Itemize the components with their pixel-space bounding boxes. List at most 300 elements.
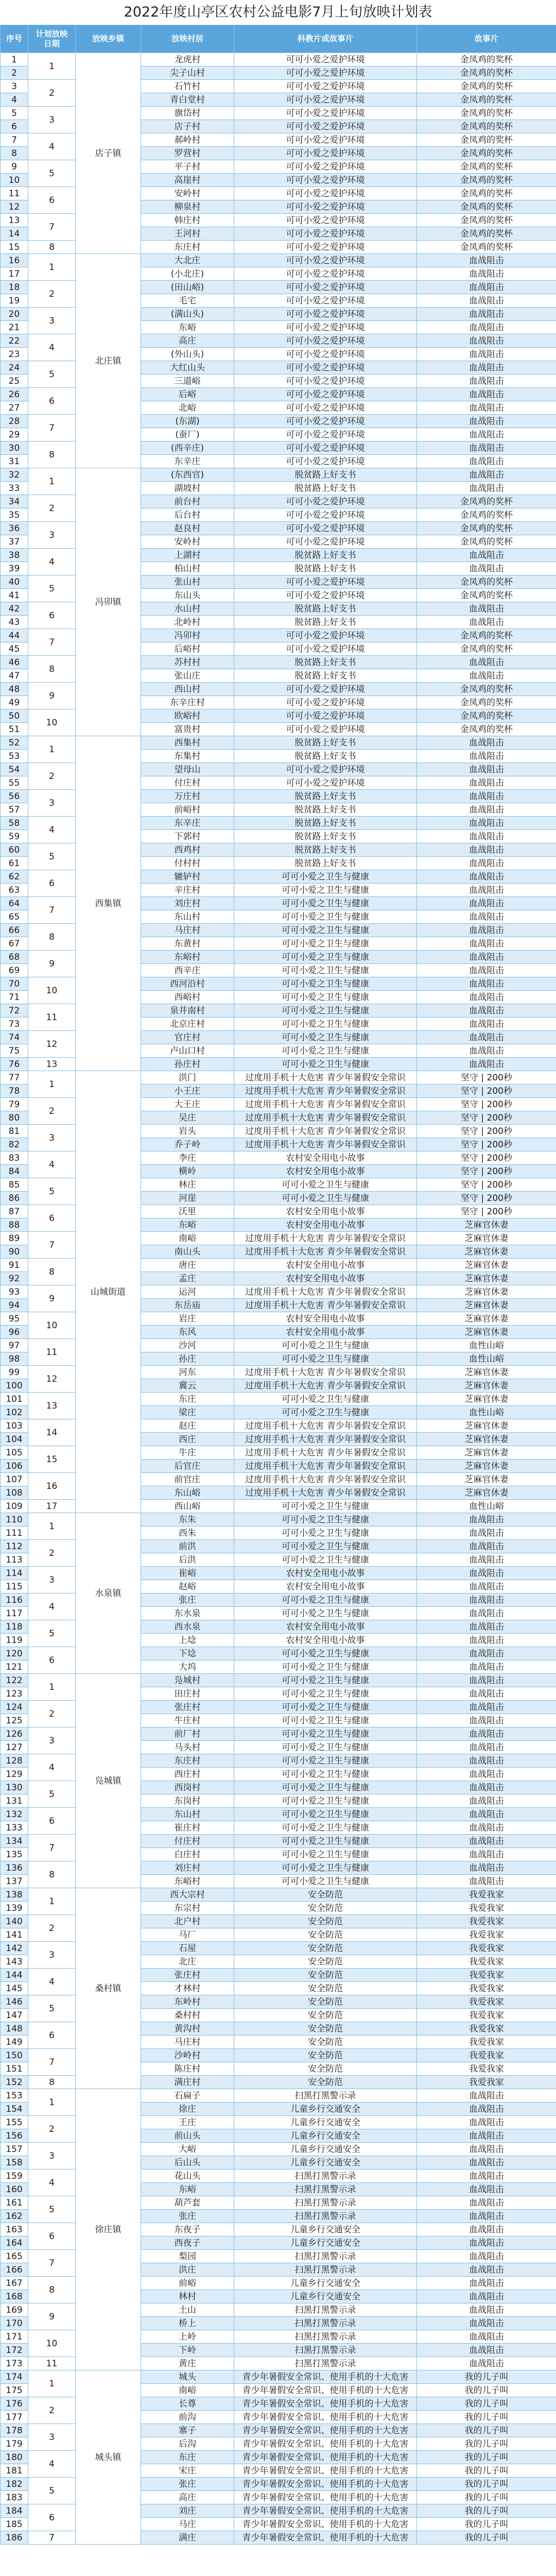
- science-film: 可可小爱之爱护环境: [234, 254, 417, 267]
- feature-film: 血战阻击: [417, 1768, 556, 1781]
- science-film: 扫黑打黑警示录: [234, 2263, 417, 2277]
- feature-film: 血战阻击: [417, 1647, 556, 1660]
- schedule-day: 8: [28, 2076, 76, 2089]
- feature-film: 血战阻击: [417, 2196, 556, 2210]
- science-film: 青少年暑假安全常识、使用手机的十大危害: [234, 2424, 417, 2437]
- feature-film: 我的儿子叫: [417, 2518, 556, 2531]
- feature-film: 金凤鸡的奖杯: [417, 495, 556, 509]
- science-film: 可可小爱之卫生与健康: [234, 1714, 417, 1727]
- schedule-day: 3: [28, 1942, 76, 1969]
- schedule-day: 12: [28, 1366, 76, 1393]
- row-serial: 129: [1, 1768, 28, 1781]
- feature-film: 血战阻击: [417, 991, 556, 1004]
- village-name: 东庄村: [141, 241, 234, 254]
- village-name: 万庄村: [141, 790, 234, 803]
- science-film: 青少年暑假安全常识、使用手机的十大危害: [234, 2518, 417, 2531]
- schedule-day: 5: [28, 1620, 76, 1647]
- row-serial: 104: [1, 1433, 28, 1446]
- feature-film: 血战阻击: [417, 2330, 556, 2344]
- science-film: 可可小爱之卫生与健康: [234, 991, 417, 1004]
- row-serial: 174: [1, 2370, 28, 2384]
- feature-film: 血战阻击: [417, 1058, 556, 1071]
- row-serial: 127: [1, 1741, 28, 1754]
- feature-film: 坚守 | 200秒: [417, 1071, 556, 1084]
- village-name: 辛庄村: [141, 884, 234, 897]
- row-serial: 44: [1, 629, 28, 642]
- schedule-day: 12: [28, 1031, 76, 1058]
- town-name: 徐庄镇: [76, 2089, 141, 2370]
- village-name: 桥上: [141, 2317, 234, 2330]
- feature-film: 血战阻击: [417, 750, 556, 763]
- schedule-day: 7: [28, 1232, 76, 1259]
- row-serial: 32: [1, 468, 28, 482]
- row-serial: 87: [1, 1205, 28, 1218]
- row-serial: 150: [1, 2049, 28, 2062]
- science-film: 农村安全用电小故事: [234, 1151, 417, 1165]
- row-serial: 162: [1, 2210, 28, 2223]
- schedule-day: 6: [28, 388, 76, 415]
- feature-film: 血战阻击: [417, 375, 556, 388]
- schedule-day: 10: [28, 1312, 76, 1339]
- row-serial: 80: [1, 1111, 28, 1125]
- village-name: 沙河: [141, 1339, 234, 1352]
- schedule-day: 5: [28, 2478, 76, 2504]
- feature-film: 金凤鸡的奖杯: [417, 709, 556, 723]
- schedule-day: 4: [28, 817, 76, 843]
- table-row: [1, 1071, 556, 1084]
- science-film: 可可小爱之卫生与健康: [234, 884, 417, 897]
- science-film: 可可小爱之爱护环境: [234, 642, 417, 656]
- village-name: 安岭村: [141, 187, 234, 200]
- row-serial: 144: [1, 1969, 28, 1982]
- village-name: (满山头): [141, 308, 234, 321]
- row-serial: 173: [1, 2357, 28, 2370]
- feature-film: 血战阻击: [417, 562, 556, 575]
- row-serial: 15: [1, 241, 28, 254]
- feature-film: 血战阻击: [417, 2250, 556, 2263]
- village-name: 大红山头: [141, 361, 234, 375]
- village-name: 三道峪: [141, 375, 234, 388]
- village-name: 东风: [141, 1326, 234, 1339]
- science-film: 青少年暑假安全常识、使用手机的十大危害: [234, 2504, 417, 2518]
- village-name: 马头村: [141, 1741, 234, 1754]
- village-name: 石屋: [141, 1942, 234, 1955]
- row-serial: 46: [1, 656, 28, 669]
- schedule-day: 1: [28, 2089, 76, 2116]
- science-film: 可可小爱之爱护环境: [234, 589, 417, 602]
- science-film: 扫黑打黑警示录: [234, 2250, 417, 2263]
- science-film: 可可小爱之卫生与健康: [234, 1687, 417, 1701]
- feature-film: 金凤鸡的奖杯: [417, 214, 556, 227]
- village-name: 沃里: [141, 1205, 234, 1218]
- schedule-day: 5: [28, 2196, 76, 2223]
- village-name: 李庄: [141, 1151, 234, 1165]
- row-serial: 158: [1, 2156, 28, 2170]
- town-name: 西集镇: [76, 736, 141, 1071]
- science-film: 青少年暑假安全常识、使用手机的十大危害: [234, 2451, 417, 2464]
- row-serial: 71: [1, 991, 28, 1004]
- row-serial: 88: [1, 1218, 28, 1232]
- feature-film: 血战阻击: [417, 656, 556, 669]
- science-film: 可可小爱之卫生与健康: [234, 1768, 417, 1781]
- row-serial: 82: [1, 1138, 28, 1151]
- feature-film: 我爱我家: [417, 2009, 556, 2022]
- row-serial: 89: [1, 1232, 28, 1245]
- feature-film: 金凤鸡的奖杯: [417, 187, 556, 200]
- schedule-day: 13: [28, 1058, 76, 1071]
- row-serial: 102: [1, 1406, 28, 1419]
- row-serial: 45: [1, 642, 28, 656]
- row-serial: 85: [1, 1178, 28, 1192]
- feature-film: 血战阻击: [417, 790, 556, 803]
- feature-film: 血战阻击: [417, 2170, 556, 2183]
- village-name: 后峪: [141, 388, 234, 401]
- row-serial: 26: [1, 388, 28, 401]
- village-name: 上湖村: [141, 549, 234, 562]
- feature-film: 金凤鸡的奖杯: [417, 80, 556, 93]
- village-name: 吴庄: [141, 1111, 234, 1125]
- feature-film: 血战阻击: [417, 857, 556, 870]
- row-serial: 67: [1, 937, 28, 951]
- science-film: 青少年暑假安全常识、使用手机的十大危害: [234, 2384, 417, 2397]
- science-film: 安全防范: [234, 2049, 417, 2062]
- science-film: 过度用手机十大危害 青少年暑假安全常识: [234, 1285, 417, 1299]
- row-serial: 23: [1, 348, 28, 361]
- schedule-day: 6: [28, 1808, 76, 1835]
- schedule-day: 9: [28, 951, 76, 977]
- science-film: 脱贫路上好支书: [234, 562, 417, 575]
- feature-film: 金凤鸡的奖杯: [417, 66, 556, 80]
- village-name: 牛庄村: [141, 1714, 234, 1727]
- feature-film: 坚守 | 200秒: [417, 1178, 556, 1192]
- science-film: 可可小爱之爱护环境: [234, 241, 417, 254]
- row-serial: 154: [1, 2103, 28, 2116]
- village-name: 城头: [141, 2370, 234, 2384]
- village-name: 东黄村: [141, 937, 234, 951]
- feature-film: 血战阻击: [417, 884, 556, 897]
- feature-film: 芝麻官休妻: [417, 1272, 556, 1285]
- science-film: 扫黑打黑警示录: [234, 2089, 417, 2103]
- feature-film: 金凤鸡的奖杯: [417, 629, 556, 642]
- row-serial: 52: [1, 736, 28, 750]
- village-name: 梁庄: [141, 1406, 234, 1419]
- row-serial: 2: [1, 66, 28, 80]
- science-film: 可可小爱之爱护环境: [234, 361, 417, 375]
- village-name: 陈庄村: [141, 2062, 234, 2076]
- science-film: 可可小爱之爱护环境: [234, 683, 417, 696]
- row-serial: 43: [1, 616, 28, 629]
- science-film: 青少年暑假安全常识、使用手机的十大危害: [234, 2370, 417, 2384]
- row-serial: 171: [1, 2330, 28, 2344]
- village-name: 下岭: [141, 2344, 234, 2357]
- feature-film: 我爱我家: [417, 2049, 556, 2062]
- science-film: 安全防范: [234, 1955, 417, 1969]
- feature-film: 我爱我家: [417, 2062, 556, 2076]
- science-film: 可可小爱之卫生与健康: [234, 1794, 417, 1808]
- schedule-day: 2: [28, 763, 76, 790]
- feature-film: 芝麻官休妻: [417, 1486, 556, 1500]
- village-name: 付庄村: [141, 1835, 234, 1848]
- schedule-day: 3: [28, 308, 76, 334]
- feature-film: 血战阻击: [417, 1031, 556, 1044]
- science-film: 可可小爱之爱护环境: [234, 495, 417, 509]
- science-film: 过度用手机十大危害 青少年暑假安全常识: [234, 1486, 417, 1500]
- row-serial: 62: [1, 870, 28, 884]
- science-film: 过度用手机十大危害 青少年暑假安全常识: [234, 1366, 417, 1379]
- feature-film: 血战阻击: [417, 2210, 556, 2223]
- science-film: 可可小爱之卫生与健康: [234, 1875, 417, 1888]
- science-film: 过度用手机十大危害 青少年暑假安全常识: [234, 1299, 417, 1312]
- village-name: 东峪: [141, 2183, 234, 2196]
- science-film: 可可小爱之卫生与健康: [234, 1339, 417, 1352]
- feature-film: 芝麻官休妻: [417, 1245, 556, 1259]
- header-date: 计划放映 日期: [28, 25, 76, 53]
- schedule-day: 16: [28, 1473, 76, 1500]
- science-film: 儿童乡行交通安全: [234, 2223, 417, 2236]
- row-serial: 139: [1, 1902, 28, 1915]
- feature-film: 血战阻击: [417, 549, 556, 562]
- row-serial: 111: [1, 1527, 28, 1540]
- feature-film: 我爱我家: [417, 1942, 556, 1955]
- science-film: 可可小爱之爱护环境: [234, 763, 417, 776]
- feature-film: 芝麻官休妻: [417, 1299, 556, 1312]
- village-name: 东山峪: [141, 1486, 234, 1500]
- feature-film: 血战阻击: [417, 1821, 556, 1835]
- feature-film: 坚守 | 200秒: [417, 1138, 556, 1151]
- row-serial: 36: [1, 522, 28, 535]
- header-feature-film: 故事片: [417, 25, 556, 53]
- village-name: 湖坡村: [141, 482, 234, 495]
- schedule-day: 3: [28, 107, 76, 133]
- science-film: 过度用手机十大危害 青少年暑假安全常识: [234, 1446, 417, 1460]
- feature-film: 坚守 | 200秒: [417, 1165, 556, 1178]
- schedule-day: 2: [28, 495, 76, 522]
- science-film: 扫黑打黑警示录: [234, 2196, 417, 2210]
- village-name: 后沟: [141, 2437, 234, 2451]
- science-film: 扫黑打黑警示录: [234, 2317, 417, 2330]
- feature-film: 坚守 | 200秒: [417, 1111, 556, 1125]
- science-film: 脱贫路上好支书: [234, 602, 417, 616]
- feature-film: 血战阻击: [417, 803, 556, 817]
- science-film: 扫黑打黑警示录: [234, 2344, 417, 2357]
- village-name: 上岭: [141, 2330, 234, 2344]
- village-name: 刘庄: [141, 2504, 234, 2518]
- science-film: 可可小爱之卫生与健康: [234, 1018, 417, 1031]
- row-serial: 28: [1, 415, 28, 428]
- row-serial: 146: [1, 1995, 28, 2009]
- feature-film: 血战阻击: [417, 401, 556, 415]
- feature-film: 血性山峪: [417, 1406, 556, 1419]
- row-serial: 35: [1, 509, 28, 522]
- science-film: 可可小爱之爱护环境: [234, 696, 417, 709]
- science-film: 可可小爱之卫生与健康: [234, 1701, 417, 1714]
- feature-film: 金凤鸡的奖杯: [417, 93, 556, 107]
- schedule-day: 8: [28, 241, 76, 254]
- science-film: 安全防范: [234, 1888, 417, 1902]
- science-film: 可可小爱之爱护环境: [234, 535, 417, 549]
- feature-film: 血战阻击: [417, 1674, 556, 1687]
- village-name: 孙庄: [141, 1352, 234, 1366]
- feature-film: 血战阻击: [417, 2129, 556, 2143]
- feature-film: 血战阻击: [417, 308, 556, 321]
- feature-film: 血战阻击: [417, 951, 556, 964]
- feature-film: 血战阻击: [417, 254, 556, 267]
- science-film: 农村安全用电小故事: [234, 1205, 417, 1218]
- village-name: 东辛庄村: [141, 696, 234, 709]
- science-film: 可可小爱之爱护环境: [234, 709, 417, 723]
- table-row: [1, 736, 556, 750]
- row-serial: 41: [1, 589, 28, 602]
- feature-film: 我的儿子叫: [417, 2370, 556, 2384]
- village-name: 王河村: [141, 227, 234, 241]
- science-film: 青少年暑假安全常识、使用手机的十大危害: [234, 2478, 417, 2491]
- schedule-day: 5: [28, 1781, 76, 1808]
- science-film: 可可小爱之卫生与健康: [234, 977, 417, 991]
- schedule-day: 8: [28, 924, 76, 951]
- feature-film: 金凤鸡的奖杯: [417, 227, 556, 241]
- schedule-day: 5: [28, 575, 76, 602]
- science-film: 可可小爱之卫生与健康: [234, 1727, 417, 1741]
- feature-film: 我的儿子叫: [417, 2504, 556, 2518]
- village-name: 满庄: [141, 2531, 234, 2545]
- schedule-day: 9: [28, 1285, 76, 1312]
- science-film: 可可小爱之卫生与健康: [234, 1393, 417, 1406]
- village-name: 北京庄村: [141, 1018, 234, 1031]
- schedule-day: 8: [28, 2277, 76, 2303]
- science-film: 可可小爱之卫生与健康: [234, 964, 417, 977]
- science-film: 可可小爱之爱护环境: [234, 147, 417, 160]
- village-name: 后官庄: [141, 1460, 234, 1473]
- schedule-day: 2: [28, 1701, 76, 1727]
- science-film: 脱贫路上好支书: [234, 750, 417, 763]
- schedule-day: 17: [28, 1500, 76, 1513]
- row-serial: 55: [1, 776, 28, 790]
- schedule-day: 10: [28, 977, 76, 1004]
- science-film: 农村安全用电小故事: [234, 1259, 417, 1272]
- row-serial: 100: [1, 1379, 28, 1393]
- row-serial: 30: [1, 442, 28, 455]
- feature-film: 金凤鸡的奖杯: [417, 535, 556, 549]
- science-film: 可可小爱之爱护环境: [234, 107, 417, 120]
- village-name: 前沟: [141, 2411, 234, 2424]
- science-film: 可可小爱之爱护环境: [234, 214, 417, 227]
- feature-film: 血战阻击: [417, 1714, 556, 1727]
- row-serial: 20: [1, 308, 28, 321]
- feature-film: 芝麻官休妻: [417, 1218, 556, 1232]
- row-serial: 53: [1, 750, 28, 763]
- science-film: 可可小爱之卫生与健康: [234, 1406, 417, 1419]
- village-name: 毛宅: [141, 294, 234, 308]
- science-film: 安全防范: [234, 1915, 417, 1928]
- science-film: 可可小爱之卫生与健康: [234, 937, 417, 951]
- science-film: 青少年暑假安全常识、使用手机的十大危害: [234, 2437, 417, 2451]
- village-name: 高崖村: [141, 174, 234, 187]
- schedule-day: 1: [28, 736, 76, 763]
- row-serial: 81: [1, 1125, 28, 1138]
- village-name: 赵良村: [141, 522, 234, 535]
- village-name: 北峪: [141, 401, 234, 415]
- science-film: 可可小爱之卫生与健康: [234, 1031, 417, 1044]
- science-film: 可可小爱之爱护环境: [234, 308, 417, 321]
- village-name: 北户村: [141, 1915, 234, 1928]
- village-name: 张山村: [141, 575, 234, 589]
- village-name: 后洪: [141, 1553, 234, 1567]
- science-film: 可可小爱之爱护环境: [234, 401, 417, 415]
- row-serial: 7: [1, 133, 28, 147]
- row-serial: 4: [1, 93, 28, 107]
- row-serial: 125: [1, 1714, 28, 1727]
- feature-film: 我爱我家: [417, 1888, 556, 1902]
- science-film: 可可小爱之卫生与健康: [234, 1781, 417, 1794]
- science-film: 儿童乡行交通安全: [234, 2116, 417, 2129]
- schedule-day: 11: [28, 1004, 76, 1031]
- schedule-day: 2: [28, 80, 76, 107]
- town-name: 城头镇: [76, 2370, 141, 2545]
- science-film: 可可小爱之卫生与健康: [234, 910, 417, 924]
- science-film: 扫黑打黑警示录: [234, 2183, 417, 2196]
- village-name: 张庄村: [141, 1969, 234, 1982]
- science-film: 可可小爱之卫生与健康: [234, 1352, 417, 1366]
- science-film: 可可小爱之爱护环境: [234, 334, 417, 348]
- science-film: 可可小爱之爱护环境: [234, 776, 417, 790]
- row-serial: 161: [1, 2196, 28, 2210]
- feature-film: 血战阻击: [417, 2156, 556, 2170]
- table-row: [1, 1888, 556, 1902]
- schedule-day: 2: [28, 2116, 76, 2143]
- schedule-day: 3: [28, 1567, 76, 1594]
- feature-film: 坚守 | 200秒: [417, 1084, 556, 1098]
- row-serial: 59: [1, 830, 28, 843]
- feature-film: 金凤鸡的奖杯: [417, 200, 556, 214]
- village-name: 横岭: [141, 1165, 234, 1178]
- row-serial: 66: [1, 924, 28, 937]
- feature-film: 金凤鸡的奖杯: [417, 160, 556, 174]
- feature-film: 金凤鸡的奖杯: [417, 53, 556, 66]
- row-serial: 176: [1, 2397, 28, 2411]
- schedule-day: 4: [28, 2170, 76, 2196]
- village-name: 黄庄: [141, 2357, 234, 2370]
- row-serial: 69: [1, 964, 28, 977]
- row-serial: 56: [1, 790, 28, 803]
- science-film: 可可小爱之爱护环境: [234, 348, 417, 361]
- village-name: 大峪: [141, 2143, 234, 2156]
- table-row: [1, 2370, 556, 2384]
- row-serial: 98: [1, 1352, 28, 1366]
- schedule-day: 4: [28, 334, 76, 361]
- feature-film: 我爱我家: [417, 2036, 556, 2049]
- science-film: 脱贫路上好支书: [234, 843, 417, 857]
- village-name: 河东: [141, 1366, 234, 1379]
- village-name: 南山头: [141, 1245, 234, 1259]
- science-film: 过度用手机十大危害 青少年暑假安全常识: [234, 1473, 417, 1486]
- village-name: 富贵村: [141, 723, 234, 736]
- row-serial: 114: [1, 1567, 28, 1580]
- row-serial: 138: [1, 1888, 28, 1902]
- feature-film: 血战阻击: [417, 2303, 556, 2317]
- schedule-day: 8: [28, 442, 76, 468]
- feature-film: 芝麻官休妻: [417, 1446, 556, 1460]
- row-serial: 128: [1, 1754, 28, 1768]
- feature-film: 血战阻击: [417, 1553, 556, 1567]
- village-name: 唐庄: [141, 1259, 234, 1272]
- feature-film: 血战阻击: [417, 910, 556, 924]
- village-name: 西山峪: [141, 1500, 234, 1513]
- feature-film: 血战阻击: [417, 2277, 556, 2290]
- feature-film: 我爱我家: [417, 1915, 556, 1928]
- science-film: 青少年暑假安全常识、使用手机的十大危害: [234, 2491, 417, 2504]
- row-serial: 70: [1, 977, 28, 991]
- village-name: 水山村: [141, 602, 234, 616]
